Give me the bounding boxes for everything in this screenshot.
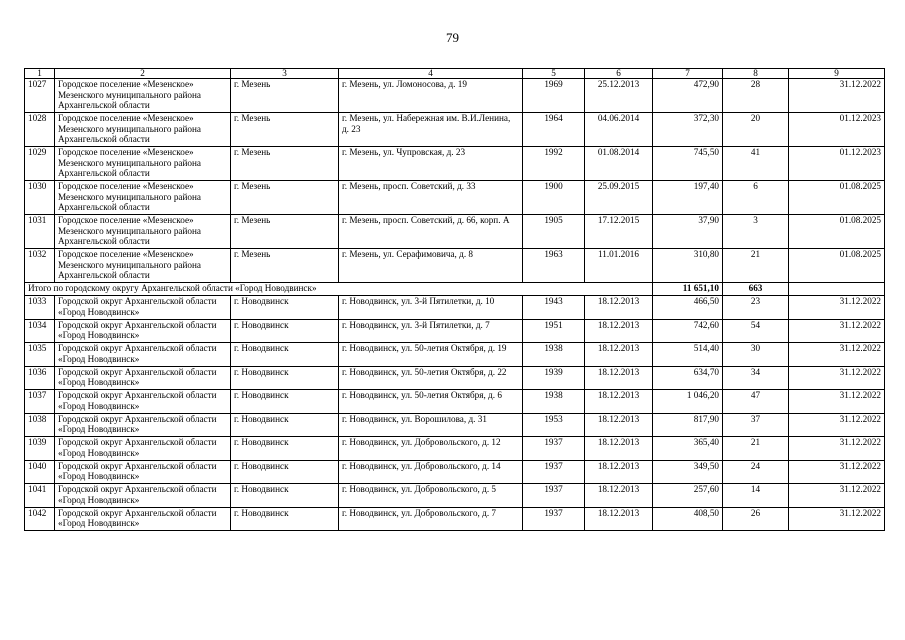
address-cell: г. Мезень, просп. Советский, д. 66, корп. А: [339, 215, 523, 249]
housing-registry-table: [24, 68, 885, 531]
address-cell: г. Новодвинск, ул. 50-летия Октября, д. 22: [339, 366, 523, 390]
table-row: [25, 366, 885, 390]
owner-cell: Городской округ Архангельской области «Город Новодвинск»: [55, 390, 231, 414]
column-header: 5: [523, 69, 585, 79]
city-cell: г. Новодвинск: [231, 390, 339, 414]
column-header: 3: [231, 69, 339, 79]
owner-cell: Городской округ Архангельской области «Город Новодвинск»: [55, 507, 231, 531]
deadline-cell: 01.08.2025: [789, 249, 885, 283]
column-header: 8: [723, 69, 789, 79]
table-row: [25, 215, 885, 249]
residents-cell: 26: [723, 507, 789, 531]
owner-cell: Городской округ Архангельской области «Город Новодвинск»: [55, 366, 231, 390]
date-cell: 18.12.2013: [585, 343, 653, 367]
address-cell: г. Новодвинск, ул. 50-летия Октября, д. 19: [339, 343, 523, 367]
area-cell: 634,70: [653, 366, 723, 390]
year-cell: 1943: [523, 296, 585, 320]
year-cell: 1937: [523, 437, 585, 461]
residents-cell: 3: [723, 215, 789, 249]
deadline-cell: 31.12.2022: [789, 343, 885, 367]
column-header: 7: [653, 69, 723, 79]
row-number: 1041: [25, 484, 55, 508]
city-cell: г. Мезень: [231, 147, 339, 181]
page-number: 79: [446, 30, 459, 45]
area-cell: 37,90: [653, 215, 723, 249]
table-row: [25, 296, 885, 320]
area-cell: 257,60: [653, 484, 723, 508]
address-cell: г. Новодвинск, ул. Добровольского, д. 12: [339, 437, 523, 461]
date-cell: 18.12.2013: [585, 390, 653, 414]
year-cell: 1953: [523, 413, 585, 437]
date-cell: 25.09.2015: [585, 181, 653, 215]
table-row: [25, 79, 885, 113]
address-cell: г. Мезень, ул. Серафимовича, д. 8: [339, 249, 523, 283]
table-row: [25, 181, 885, 215]
residents-cell: 20: [723, 113, 789, 147]
owner-cell: Городское поселение «Мезенское» Мезенского муниципального района Архангельской области: [55, 249, 231, 283]
row-number: 1038: [25, 413, 55, 437]
date-cell: 18.12.2013: [585, 366, 653, 390]
area-cell: 745,50: [653, 147, 723, 181]
area-cell: 472,90: [653, 79, 723, 113]
row-number: 1034: [25, 319, 55, 343]
city-cell: г. Новодвинск: [231, 319, 339, 343]
row-number: 1032: [25, 249, 55, 283]
city-cell: г. Новодвинск: [231, 343, 339, 367]
city-cell: г. Новодвинск: [231, 413, 339, 437]
deadline-cell: 31.12.2022: [789, 319, 885, 343]
area-cell: 310,80: [653, 249, 723, 283]
total-label: Итого по городскому округу Архангельской области «Город Новодвинск»: [25, 283, 653, 296]
row-number: 1029: [25, 147, 55, 181]
mezen-rows: [25, 79, 885, 283]
novodvinsk-rows: [25, 296, 885, 531]
year-cell: 1939: [523, 366, 585, 390]
area-cell: 197,40: [653, 181, 723, 215]
year-cell: 1900: [523, 181, 585, 215]
city-cell: г. Мезень: [231, 249, 339, 283]
residents-cell: 21: [723, 249, 789, 283]
total-residents: 663: [723, 283, 789, 296]
deadline-cell: 31.12.2022: [789, 413, 885, 437]
residents-cell: 23: [723, 296, 789, 320]
owner-cell: Городской округ Архангельской области «Город Новодвинск»: [55, 343, 231, 367]
date-cell: 17.12.2015: [585, 215, 653, 249]
date-cell: 18.12.2013: [585, 507, 653, 531]
city-cell: г. Мезень: [231, 113, 339, 147]
row-number: 1027: [25, 79, 55, 113]
date-cell: 25.12.2013: [585, 79, 653, 113]
year-cell: 1963: [523, 249, 585, 283]
date-cell: 18.12.2013: [585, 484, 653, 508]
area-cell: 372,30: [653, 113, 723, 147]
deadline-cell: 31.12.2022: [789, 296, 885, 320]
row-number: 1028: [25, 113, 55, 147]
total-area: 11 651,10: [653, 283, 723, 296]
owner-cell: Городское поселение «Мезенское» Мезенского муниципального района Архангельской области: [55, 79, 231, 113]
date-cell: 18.12.2013: [585, 437, 653, 461]
residents-cell: 47: [723, 390, 789, 414]
city-cell: г. Новодвинск: [231, 507, 339, 531]
residents-cell: 21: [723, 437, 789, 461]
year-cell: 1937: [523, 484, 585, 508]
deadline-cell: 01.08.2025: [789, 181, 885, 215]
row-number: 1031: [25, 215, 55, 249]
total-empty-cell: [789, 283, 885, 296]
owner-cell: Городской округ Архангельской области «Город Новодвинск»: [55, 460, 231, 484]
year-cell: 1951: [523, 319, 585, 343]
column-header: 9: [789, 69, 885, 79]
year-cell: 1992: [523, 147, 585, 181]
row-number: 1035: [25, 343, 55, 367]
area-cell: 742,60: [653, 319, 723, 343]
column-number-row: [25, 69, 885, 79]
address-cell: г. Новодвинск, ул. 50-летия Октября, д. 6: [339, 390, 523, 414]
deadline-cell: 31.12.2022: [789, 460, 885, 484]
total-row: [25, 283, 885, 296]
owner-cell: Городское поселение «Мезенское» Мезенского муниципального района Архангельской области: [55, 215, 231, 249]
year-cell: 1964: [523, 113, 585, 147]
date-cell: 04.06.2014: [585, 113, 653, 147]
year-cell: 1905: [523, 215, 585, 249]
column-header: 4: [339, 69, 523, 79]
deadline-cell: 31.12.2022: [789, 390, 885, 414]
residents-cell: 37: [723, 413, 789, 437]
row-number: 1039: [25, 437, 55, 461]
owner-cell: Городской округ Архангельской области «Город Новодвинск»: [55, 413, 231, 437]
deadline-cell: 01.08.2025: [789, 215, 885, 249]
residents-cell: 34: [723, 366, 789, 390]
city-cell: г. Новодвинск: [231, 296, 339, 320]
area-cell: 817,90: [653, 413, 723, 437]
address-cell: г. Мезень, ул. Набережная им. В.И.Ленина, д. 23: [339, 113, 523, 147]
table-row: [25, 460, 885, 484]
table-row: [25, 484, 885, 508]
year-cell: 1938: [523, 390, 585, 414]
table-row: [25, 249, 885, 283]
address-cell: г. Новодвинск, ул. Добровольского, д. 14: [339, 460, 523, 484]
table-row: [25, 413, 885, 437]
city-cell: г. Новодвинск: [231, 460, 339, 484]
column-header: 6: [585, 69, 653, 79]
column-header: 1: [25, 69, 55, 79]
owner-cell: Городской округ Архангельской области «Город Новодвинск»: [55, 437, 231, 461]
date-cell: 01.08.2014: [585, 147, 653, 181]
area-cell: 365,40: [653, 437, 723, 461]
row-number: 1037: [25, 390, 55, 414]
address-cell: г. Новодвинск, ул. 3-й Пятилетки, д. 7: [339, 319, 523, 343]
address-cell: г. Новодвинск, ул. Добровольского, д. 7: [339, 507, 523, 531]
address-cell: г. Новодвинск, ул. Добровольского, д. 5: [339, 484, 523, 508]
city-cell: г. Мезень: [231, 215, 339, 249]
residents-cell: 30: [723, 343, 789, 367]
year-cell: 1969: [523, 79, 585, 113]
area-cell: 408,50: [653, 507, 723, 531]
address-cell: г. Новодвинск, ул. 3-й Пятилетки, д. 10: [339, 296, 523, 320]
city-cell: г. Мезень: [231, 79, 339, 113]
city-cell: г. Новодвинск: [231, 437, 339, 461]
deadline-cell: 31.12.2022: [789, 366, 885, 390]
column-header: 2: [55, 69, 231, 79]
table-row: [25, 507, 885, 531]
residents-cell: 6: [723, 181, 789, 215]
owner-cell: Городское поселение «Мезенское» Мезенского муниципального района Архангельской области: [55, 147, 231, 181]
address-cell: г. Мезень, ул. Ломоносова, д. 19: [339, 79, 523, 113]
row-number: 1040: [25, 460, 55, 484]
date-cell: 18.12.2013: [585, 413, 653, 437]
year-cell: 1937: [523, 507, 585, 531]
table-row: [25, 113, 885, 147]
row-number: 1033: [25, 296, 55, 320]
date-cell: 18.12.2013: [585, 296, 653, 320]
area-cell: 349,50: [653, 460, 723, 484]
table-row: [25, 319, 885, 343]
residents-cell: 14: [723, 484, 789, 508]
owner-cell: Городской округ Архангельской области «Город Новодвинск»: [55, 296, 231, 320]
date-cell: 18.12.2013: [585, 460, 653, 484]
owner-cell: Городской округ Архангельской области «Город Новодвинск»: [55, 484, 231, 508]
residents-cell: 41: [723, 147, 789, 181]
deadline-cell: 31.12.2022: [789, 79, 885, 113]
row-number: 1036: [25, 366, 55, 390]
residents-cell: 28: [723, 79, 789, 113]
row-number: 1042: [25, 507, 55, 531]
area-cell: 466,50: [653, 296, 723, 320]
deadline-cell: 31.12.2022: [789, 484, 885, 508]
year-cell: 1937: [523, 460, 585, 484]
table-row: [25, 390, 885, 414]
city-cell: г. Новодвинск: [231, 484, 339, 508]
deadline-cell: 31.12.2022: [789, 437, 885, 461]
area-cell: 514,40: [653, 343, 723, 367]
row-number: 1030: [25, 181, 55, 215]
table-row: [25, 437, 885, 461]
date-cell: 11.01.2016: [585, 249, 653, 283]
owner-cell: Городское поселение «Мезенское» Мезенского муниципального района Архангельской области: [55, 113, 231, 147]
address-cell: г. Мезень, просп. Советский, д. 33: [339, 181, 523, 215]
residents-cell: 24: [723, 460, 789, 484]
year-cell: 1938: [523, 343, 585, 367]
deadline-cell: 01.12.2023: [789, 147, 885, 181]
date-cell: 18.12.2013: [585, 319, 653, 343]
owner-cell: Городской округ Архангельской области «Город Новодвинск»: [55, 319, 231, 343]
address-cell: г. Новодвинск, ул. Ворошилова, д. 31: [339, 413, 523, 437]
table-row: [25, 147, 885, 181]
city-cell: г. Новодвинск: [231, 366, 339, 390]
address-cell: г. Мезень, ул. Чупровская, д. 23: [339, 147, 523, 181]
deadline-cell: 01.12.2023: [789, 113, 885, 147]
table-row: [25, 343, 885, 367]
city-cell: г. Мезень: [231, 181, 339, 215]
deadline-cell: 31.12.2022: [789, 507, 885, 531]
area-cell: 1 046,20: [653, 390, 723, 414]
residents-cell: 54: [723, 319, 789, 343]
owner-cell: Городское поселение «Мезенское» Мезенского муниципального района Архангельской области: [55, 181, 231, 215]
